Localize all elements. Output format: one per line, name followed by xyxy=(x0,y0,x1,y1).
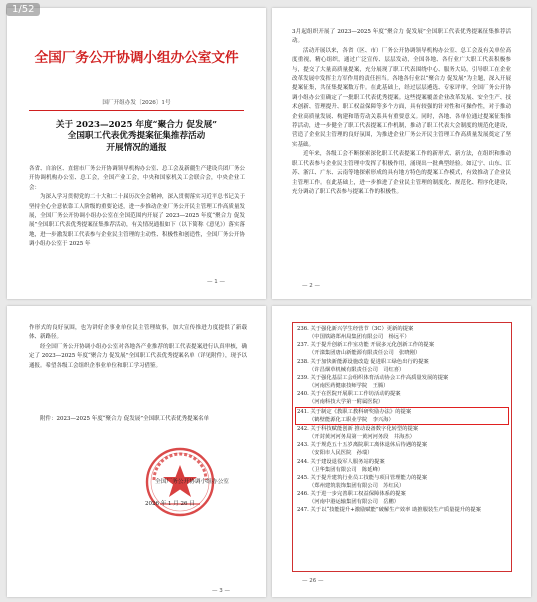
list-item xyxy=(297,358,507,374)
body-paragraph: 3月起组织开展了 2023—2025 年度“聚合力 促发展”全国职工代表优秀提案征集推荐活动。 xyxy=(292,29,511,45)
list-item xyxy=(297,458,507,474)
proposal-unit: （中国铁路郑州局集团有限公司 杨远平） xyxy=(309,334,410,341)
document-page-2[interactable] xyxy=(272,8,531,299)
list-item xyxy=(297,325,507,341)
document-title xyxy=(21,120,252,154)
attachment-text: 附件：2023—2025 年度“聚合力 促发展”全国职工代表优秀提案名单 xyxy=(40,416,210,422)
proposal-title: 238. 关于加快新能源设施改造 促进职工绿色出行的提案 xyxy=(297,358,429,365)
proposal-title: 244. 关于建设退役军人服务站的提案 xyxy=(297,458,385,465)
proposal-title: 243. 关于规范五十五岁离院职工离休退休后待遇的提案 xyxy=(297,442,428,449)
proposal-title: 236. 关于强化新兴学生经营节（3C）更新的提案 xyxy=(297,326,414,332)
proposal-unit: （安阳市人民医院 孙瑞） xyxy=(309,450,373,457)
list-item xyxy=(297,374,507,390)
proposal-unit: （许昌烟草机械有限责任公司 司红喜） xyxy=(309,366,405,373)
document-header-title: 全国厂务公开协调小组办公室文件 xyxy=(34,50,239,66)
attachment-note xyxy=(29,415,247,424)
proposal-unit: （河南科技大学第一附属医院） xyxy=(309,399,384,406)
page-body xyxy=(29,324,247,371)
proposal-unit: （开滦集团唐山新能源有限责任公司 张晓刚） xyxy=(309,350,421,357)
body-paragraph: 近年来，各级工会不断探索深化职工代表提案工作的新形式、新方法，在组织和推动职工代表参与企业民主管理中发挥了积极作用，涌现出一批典型经验。如辽宁、山东、江苏、浙江、广东、云南等地探索形成的具有地方特色的提案工作模式，有效推动了企业民主管理工作。在此基础上，进一步推进了企业民主管理的制度化、规范化、程序化建设，充分调动了职工代表参与提案工作的积极性。 xyxy=(292,151,511,195)
proposal-title: 237. 关于提升创新工作室功能 开展多元化创新工作的提案 xyxy=(297,342,434,349)
document-page-3[interactable] xyxy=(7,306,266,597)
proposal-title: 247. 关于以“技能提升+激励赋能”破解生产效率 助推服装生产质量提升的提案 xyxy=(297,507,481,514)
page-number: — 26 — xyxy=(302,578,324,584)
proposal-title: 239. 关于强化基层工会组织体育活动协会工作高质量发展的提案 xyxy=(297,374,449,381)
list-item xyxy=(297,425,507,441)
proposal-list xyxy=(292,322,512,572)
title-line: 全国职工代表优秀提案征集推荐活动 xyxy=(67,131,206,142)
document-page-1[interactable] xyxy=(7,8,266,299)
list-item xyxy=(297,341,507,357)
proposal-unit: （河南中港运输集团有限公司 岳鹏） xyxy=(309,499,400,506)
highlighted-list-item xyxy=(295,407,509,425)
proposal-title: 240. 关于在医院开展职工工作坊活动的提案 xyxy=(297,391,401,398)
list-item xyxy=(297,390,507,406)
document-page-4[interactable] xyxy=(272,306,531,597)
list-item xyxy=(297,474,507,490)
title-line: 开展情况的通报 xyxy=(106,142,167,153)
list-item xyxy=(297,490,507,506)
title-line: 关于 2023—2025 年度“聚合力 促发展” xyxy=(55,120,218,130)
proposal-unit: （河南医药健康技师学院 王腾） xyxy=(309,383,389,390)
proposal-unit: （鹤壁能源化工职业学院 李兴海） xyxy=(309,416,394,423)
proposal-unit: （开封黄河河务局第一黄河河务段 井海杰） xyxy=(309,434,415,441)
body-paragraph: 作形式的良好氛围，也为讲好企事业单位民主管理故事，加大宣传推进力度提供了新载体、新路径。 xyxy=(29,325,247,341)
proposal-title: 241. 关于制定《教职工教科研奖励办法》的提案 xyxy=(297,408,412,415)
salutation: 各省、自治区、直辖市厂务公开协调领导机构办公室、总工会及新疆生产建设兵团厂务公开协调机构办公室、总工会，全国产业工会，中央和国家机关工会联合会，中央企业工会： xyxy=(29,166,245,191)
page-number: — 2 — xyxy=(302,283,320,289)
page-body xyxy=(292,28,511,197)
list-item xyxy=(297,441,507,457)
page-number: — 3 — xyxy=(212,588,230,594)
page-number: — 1 — xyxy=(207,279,225,285)
issue-date: 2026 年 1 月 26 日 xyxy=(145,501,195,507)
body-paragraph: 活动开展以来，各省（区、市）厂务公开协调领导机构办公室、总工会及有关单位高度重视，精心组织，通过广泛宣传、层层发动，全国各地、各行业广大职工代表积极参与，提交了大量高质量提案，充分展现了职工代表围绕中心、服务大局，引导职工在企业改革发展中发挥主力军作用的责任担当。各地各行业以“聚合力 促发展”为主题，深入开展提案征集，共征集提案数万件。在此基础上，经过层层遴选、专家评审，全国厂务公开协调小组办公室确定了一批职工代表优秀提案。这些提案覆盖企业改革发展、安全生产、技术创新、管理提升、职工权益保障等多个方面，具有较强的针对性和可操作性，对于推动企业高质量发展、构建和谐劳动关系具有重要意义。同时，各地、各单位通过提案征集推荐活动，进一步健全了职工代表提案工作机制，推动了职工代表大会制度的规范化建设，营造了企业民主管理的良好氛围，为推进企业厂务公开民主管理工作高质量发展奠定了坚实基础。 xyxy=(292,47,511,148)
body-paragraph: 经全国厂务公开协调小组办公室对各地各产业推荐的职工代表提案进行认真审核，确定了 2023—2025 年度“聚合力 促发展”全国职工代表优秀提案名单（详见附件），现予以通报。希望各级工会组织企事业单位和职工学习借鉴。 xyxy=(29,343,247,369)
proposal-title: 242. 关于科技赋能创新 推动设备数字化转型的提案 xyxy=(297,425,419,432)
proposal-title: 245. 关于提升建筑行业员工技能与项目管理能力的提案 xyxy=(297,474,428,481)
body-paragraph: 为深入学习贯彻党的二十大和二十届历次全会精神，深入贯彻落实习近平总书记关于坚持全心全意依靠工人阶级的重要论述，进一步推动企业厂务公开民主管理工作高质量发展，全国厂务公开协调小组办公室在全国范围内开展了 2023—2025 年度“聚合力 促发展”全国职工代表优秀提案征集推荐活动，有关情况通报如下（以下简称《意见》）落实落地，进一步激发职工代表参与企业民主管理的主动性、积极性和创造性，全国厂务公开协调小组办公室于 2025 年 xyxy=(29,194,245,248)
document-number: 国厂开组办发〔2026〕1号 xyxy=(102,100,171,106)
proposal-unit: （郑州建筑装饰集团有限公司 苏红民） xyxy=(309,482,405,489)
page-counter: 1/52 xyxy=(6,3,40,16)
proposal-title: 246. 关于进一步完善职工权益保障体系的提案 xyxy=(297,491,406,498)
proposal-unit: （卫华集团有限公司 陈延峰） xyxy=(309,466,384,473)
issuer-name: 全国厂务公开协调小组办公室 xyxy=(155,479,229,485)
page-body xyxy=(29,165,245,250)
header-red-divider xyxy=(29,110,244,111)
list-item xyxy=(297,506,507,514)
